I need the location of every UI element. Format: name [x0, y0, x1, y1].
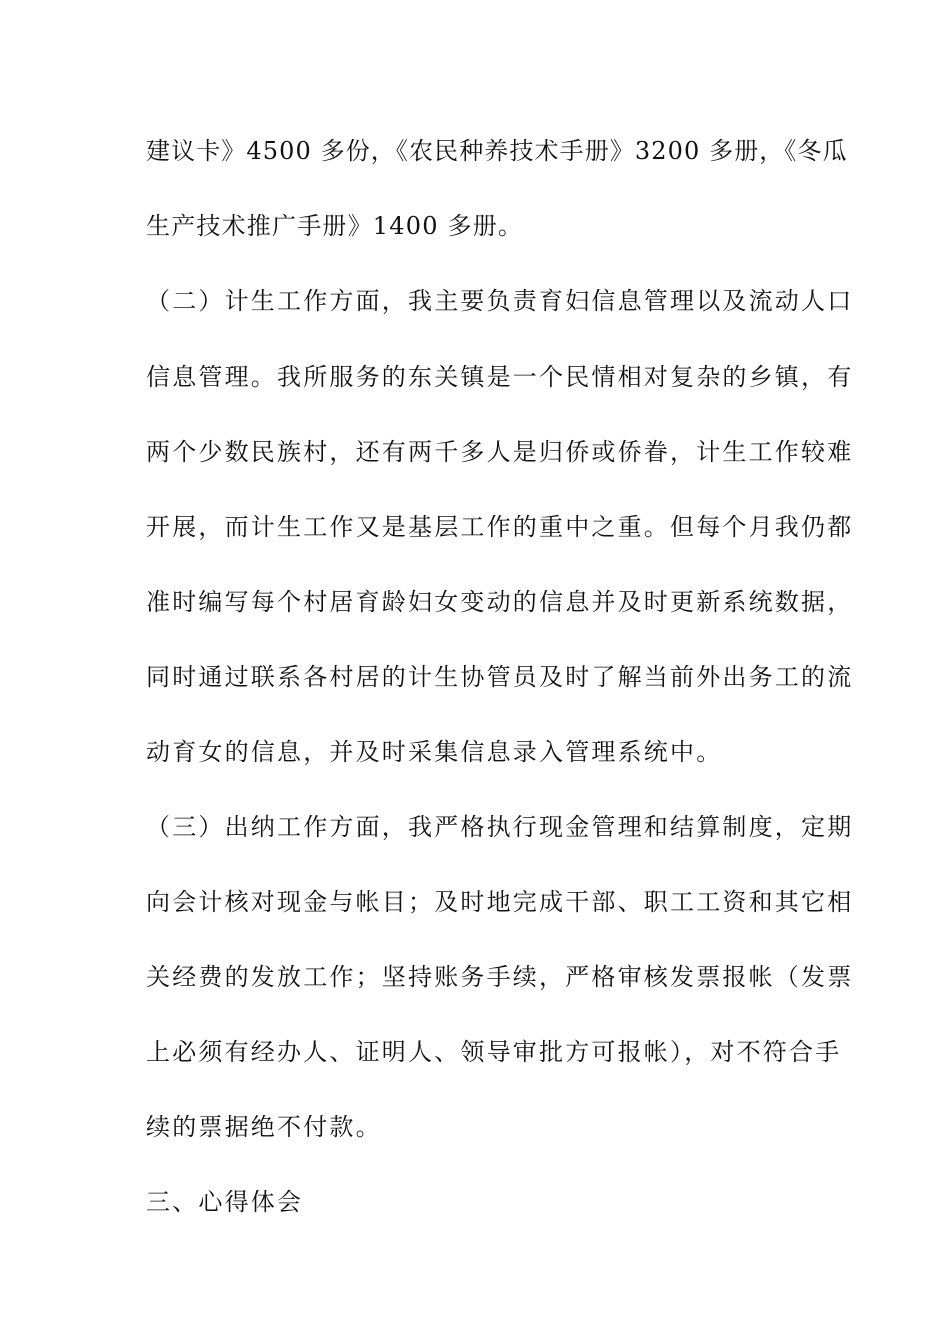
text-line: 生产技术推广手册》1400 多册。 [146, 212, 524, 240]
text-line: 上必须有经办人、证明人、领导审批方可报帐），对不符合手 [146, 1038, 842, 1066]
text-line: 建议卡》4500 多份，《农民种养技术手册》3200 多册，《冬瓜 [146, 137, 848, 165]
text-line: 开展，而计生工作又是基层工作的重中之重。但每个月我仍都 [146, 513, 854, 541]
text-line: 信息管理。我所服务的东关镇是一个民情相对复杂的乡镇，有 [146, 363, 854, 391]
text-line: 向会计核对现金与帐目；及时地完成干部、职工工资和其它相 [146, 888, 854, 916]
section-heading: 三、心得体会 [146, 1188, 304, 1216]
paragraph-heading-line: （二）计生工作方面，我主要负责育妇信息管理以及流动人口 [146, 287, 854, 315]
paragraph-heading-line: （三）出纳工作方面，我严格执行现金管理和结算制度，定期 [146, 813, 854, 841]
text-line: 动育女的信息，并及时采集信息录入管理系统中。 [146, 738, 723, 766]
text-line: 准时编写每个村居育龄妇女变动的信息并及时更新系统数据， [146, 588, 854, 616]
text-line: 续的票据绝不付款。 [146, 1113, 382, 1141]
text-line: 同时通过联系各村居的计生协管员及时了解当前外出务工的流 [146, 663, 854, 691]
text-line: 两个少数民族村，还有两千多人是归侨或侨眷，计生工作较难 [146, 438, 854, 466]
text-line: 关经费的发放工作；坚持账务手续，严格审核发票报帐（发票 [146, 963, 854, 991]
